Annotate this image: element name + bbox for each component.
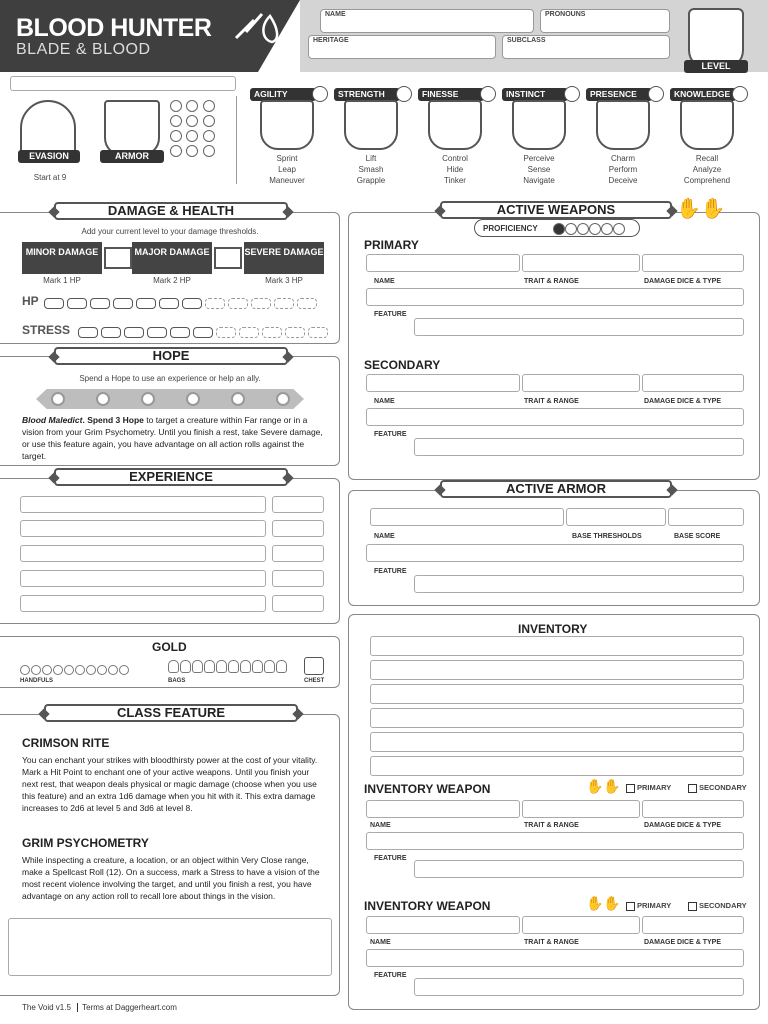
armor-feature-label: FEATURE [374, 568, 407, 575]
experience-mod[interactable] [272, 595, 324, 612]
trait-input-strength[interactable] [344, 100, 398, 150]
evasion-label: EVASION [18, 150, 80, 163]
mark1: Mark 1 HP [43, 276, 81, 285]
secondary-damage-label: DAMAGE DICE & TYPE [644, 398, 722, 405]
evasion-start: Start at 9 [33, 173, 67, 182]
trait-input-knowledge[interactable] [680, 100, 734, 150]
chest-label: CHEST [304, 678, 325, 684]
minor-damage-label: MINOR DAMAGE [22, 242, 102, 274]
experience-field[interactable] [20, 496, 266, 513]
inventory-weapon-heading: INVENTORY WEAPON [364, 782, 491, 796]
experience-mod[interactable] [272, 545, 324, 562]
trait-skill: Comprehend [683, 176, 731, 185]
experience-field[interactable] [20, 570, 266, 587]
primary-feature-label: FEATURE [374, 311, 407, 318]
secondary-feature-label: FEATURE [374, 431, 407, 438]
trait-proficiency-toggle[interactable] [648, 86, 664, 102]
mark3: Mark 3 HP [265, 276, 303, 285]
class-title: BLOOD HUNTER [16, 14, 212, 42]
inv2-feature[interactable] [366, 949, 744, 967]
armor-score-label: BASE SCORE [674, 533, 721, 540]
trait-skill: Sprint [276, 154, 298, 163]
armor-thresholds-label: BASE THRESHOLDS [572, 533, 642, 540]
hope-hint: Spend a Hope to use an experience or help an ally. [79, 374, 261, 383]
gold-heading: GOLD [152, 640, 187, 654]
hope-heading: HOPE [54, 347, 288, 365]
trait-skill: Charm [610, 154, 635, 163]
crimson-rite-title: CRIMSON RITE [22, 736, 110, 750]
trait-label-presence: PRESENCE [586, 88, 652, 101]
hp-track[interactable] [44, 296, 320, 314]
class-feature-heading: CLASS FEATURE [44, 704, 298, 722]
secondary-feature[interactable] [366, 408, 744, 426]
primary-heading: PRIMARY [364, 238, 419, 252]
name-field[interactable]: NAME [320, 9, 534, 33]
trait-skill: Maneuver [269, 176, 305, 185]
armor-thresholds[interactable] [566, 508, 666, 526]
trait-label-strength: STRENGTH [334, 88, 400, 101]
armor-slots[interactable] [170, 100, 220, 160]
hp-label: HP [22, 294, 39, 308]
damage-heading: DAMAGE & HEALTH [54, 202, 288, 220]
inv2-name[interactable] [366, 916, 520, 934]
trait-label-instinct: INSTINCT [502, 88, 568, 101]
subclass-field[interactable]: SUBCLASS [502, 35, 670, 59]
experience-mod[interactable] [272, 520, 324, 537]
class-emblem-icon [232, 10, 284, 46]
trait-label-knowledge: KNOWLEDGE [670, 88, 736, 101]
trait-input-finesse[interactable] [428, 100, 482, 150]
experience-mod[interactable] [272, 496, 324, 513]
bags-label: BAGS [168, 678, 186, 684]
inv2-damage[interactable] [642, 916, 744, 934]
inventory-line[interactable] [370, 684, 744, 704]
chest-icon[interactable] [304, 657, 324, 675]
trait-skill: Deceive [608, 176, 638, 185]
trait-input-presence[interactable] [596, 100, 650, 150]
trait-skill: Hide [446, 165, 464, 174]
inv2-primary-checkbox[interactable]: PRIMARY [626, 901, 671, 911]
hope-slot[interactable] [231, 392, 245, 406]
hope-slot[interactable] [96, 392, 110, 406]
hands-icon: ✋✋ [586, 778, 621, 794]
weapons-heading: ACTIVE WEAPONS [440, 201, 672, 219]
trait-proficiency-toggle[interactable] [396, 86, 412, 102]
experience-heading: EXPERIENCE [54, 468, 288, 486]
experience-field[interactable] [20, 545, 266, 562]
secondary-feature2[interactable] [414, 438, 744, 456]
hope-slot[interactable] [51, 392, 65, 406]
trait-proficiency-toggle[interactable] [732, 86, 748, 102]
inv1-name-label: NAME [370, 822, 391, 829]
hope-track [36, 389, 304, 409]
primary-feature2[interactable] [414, 318, 744, 336]
pronouns-field[interactable]: PRONOUNS [540, 9, 670, 33]
primary-name[interactable] [366, 254, 520, 272]
trait-skill: Perceive [523, 154, 555, 163]
inv2-secondary-checkbox[interactable]: SECONDARY [688, 901, 747, 911]
stress-label: STRESS [22, 323, 71, 337]
crimson-rite-text: You can enchant your strikes with bloodthirsty power at the cost of your vitality. Mark a Hit Point to enchant one of your active weapons. Until you finish your next rest, that weapon deals physical or magic damage (choose when you use this feature) and an extra 1d6 damage when you hit with it. This extra damage increases to 2d6 at level 5 and 3d6 at level 8. [22, 755, 318, 813]
trait-skill: Perform [608, 165, 638, 174]
hope-slot[interactable] [141, 392, 155, 406]
experience-field[interactable] [20, 595, 266, 612]
experience-field[interactable] [20, 520, 266, 537]
class-subtitle: BLADE & BLOOD [16, 41, 151, 58]
minor-threshold-input[interactable] [104, 247, 132, 269]
trait-skill: Control [442, 154, 468, 163]
secondary-name[interactable] [366, 374, 520, 392]
inv2-damage-label: DAMAGE DICE & TYPE [644, 939, 722, 946]
inv1-feature[interactable] [366, 832, 744, 850]
major-damage-label: MAJOR DAMAGE [132, 242, 212, 274]
hope-feature-text: Blood Maledict. Spend 3 Hope to target a creature within Far range or in a vision from your Grim Psychometry. Until you finish a rest, take Severe damage, or use this feature again, you have advantage on all action rolls against the target. [22, 415, 323, 461]
trait-skill: Analyze [692, 165, 722, 174]
primary-trait[interactable] [522, 254, 640, 272]
extra-field[interactable] [10, 76, 236, 91]
hands-icon: ✋✋ [586, 895, 621, 911]
experience-mod[interactable] [272, 570, 324, 587]
major-threshold-input[interactable] [214, 247, 242, 269]
stress-track[interactable] [78, 325, 331, 343]
inv1-name[interactable] [366, 800, 520, 818]
level-label: LEVEL [684, 60, 748, 73]
armor-heading: ACTIVE ARMOR [440, 480, 672, 498]
divider [236, 96, 237, 184]
grim-psychometry-text: While inspecting a creature, a location, or an object within Very Close range, make a Spellcast Roll (12). On a success, mark a Stress to have a vision of the most recent violence involving the target, and until you finish a rest, you have advantage on any action roll to recall lore about things in the vision. [22, 855, 320, 901]
primary-feature[interactable] [366, 288, 744, 306]
primary-damage[interactable] [642, 254, 744, 272]
trait-skill: Recall [695, 154, 719, 163]
inv2-feature2[interactable] [414, 978, 744, 996]
trait-skill: Tinker [444, 176, 466, 185]
inventory-line[interactable] [370, 756, 744, 776]
trait-skill: Navigate [523, 176, 555, 185]
trait-skill: Leap [278, 165, 296, 174]
armor-label: ARMOR [100, 150, 164, 163]
trait-proficiency-toggle[interactable] [312, 86, 328, 102]
inventory-line[interactable] [370, 660, 744, 680]
proficiency-track[interactable]: PROFICIENCY [474, 219, 640, 237]
trait-input-agility[interactable] [260, 100, 314, 150]
trait-proficiency-toggle[interactable] [564, 86, 580, 102]
inventory-weapon-heading: INVENTORY WEAPON [364, 899, 491, 913]
inv1-damage-label: DAMAGE DICE & TYPE [644, 822, 722, 829]
bags-track[interactable] [168, 660, 288, 678]
armor-feature2[interactable] [414, 575, 744, 593]
secondary-trait[interactable] [522, 374, 640, 392]
trait-label-finesse: FINESSE [418, 88, 484, 101]
notes-field[interactable] [8, 918, 332, 976]
handfuls-label: HANDFULS [20, 678, 53, 684]
secondary-name-label: NAME [374, 398, 395, 405]
footer: The Void v1.5 Terms at Daggerheart.com [22, 1003, 177, 1012]
mark2: Mark 2 HP [153, 276, 191, 285]
trait-input-instinct[interactable] [512, 100, 566, 150]
armor-name-label: NAME [374, 533, 395, 540]
damage-hint: Add your current level to your damage thresholds. [81, 227, 259, 236]
inv1-primary-checkbox[interactable]: PRIMARY [626, 783, 671, 793]
primary-trait-label: TRAIT & RANGE [524, 278, 579, 285]
inv2-trait[interactable] [522, 916, 640, 934]
inventory-line[interactable] [370, 708, 744, 728]
primary-damage-label: DAMAGE DICE & TYPE [644, 278, 722, 285]
trait-proficiency-toggle[interactable] [480, 86, 496, 102]
armor-score[interactable] [668, 508, 744, 526]
inv1-feature2[interactable] [414, 860, 744, 878]
secondary-trait-label: TRAIT & RANGE [524, 398, 579, 405]
hope-slot[interactable] [186, 392, 200, 406]
inventory-heading: INVENTORY [518, 622, 588, 636]
severe-damage-label: SEVERE DAMAGE [244, 242, 324, 274]
inv1-secondary-checkbox[interactable]: SECONDARY [688, 783, 747, 793]
trait-skill: Grapple [356, 176, 386, 185]
armor-feature[interactable] [366, 544, 744, 562]
inventory-line[interactable] [370, 636, 744, 656]
inv1-trait-label: TRAIT & RANGE [524, 822, 579, 829]
inv1-damage[interactable] [642, 800, 744, 818]
heritage-field[interactable]: HERITAGE [308, 35, 496, 59]
grim-psychometry-title: GRIM PSYCHOMETRY [22, 836, 149, 850]
inv1-feature-label: FEATURE [374, 855, 407, 862]
inv2-feature-label: FEATURE [374, 972, 407, 979]
trait-skill: Smash [358, 165, 384, 174]
inv2-name-label: NAME [370, 939, 391, 946]
inv1-trait[interactable] [522, 800, 640, 818]
armor-name[interactable] [370, 508, 564, 526]
trait-skill: Sense [527, 165, 551, 174]
primary-name-label: NAME [374, 278, 395, 285]
secondary-damage[interactable] [642, 374, 744, 392]
armor-input[interactable] [104, 100, 160, 156]
hope-slot[interactable] [276, 392, 290, 406]
secondary-heading: SECONDARY [364, 358, 441, 372]
inv2-trait-label: TRAIT & RANGE [524, 939, 579, 946]
trait-skill: Lift [365, 154, 377, 163]
inventory-line[interactable] [370, 732, 744, 752]
hands-icon: ✋✋ [676, 198, 726, 220]
trait-label-agility: AGILITY [250, 88, 316, 101]
